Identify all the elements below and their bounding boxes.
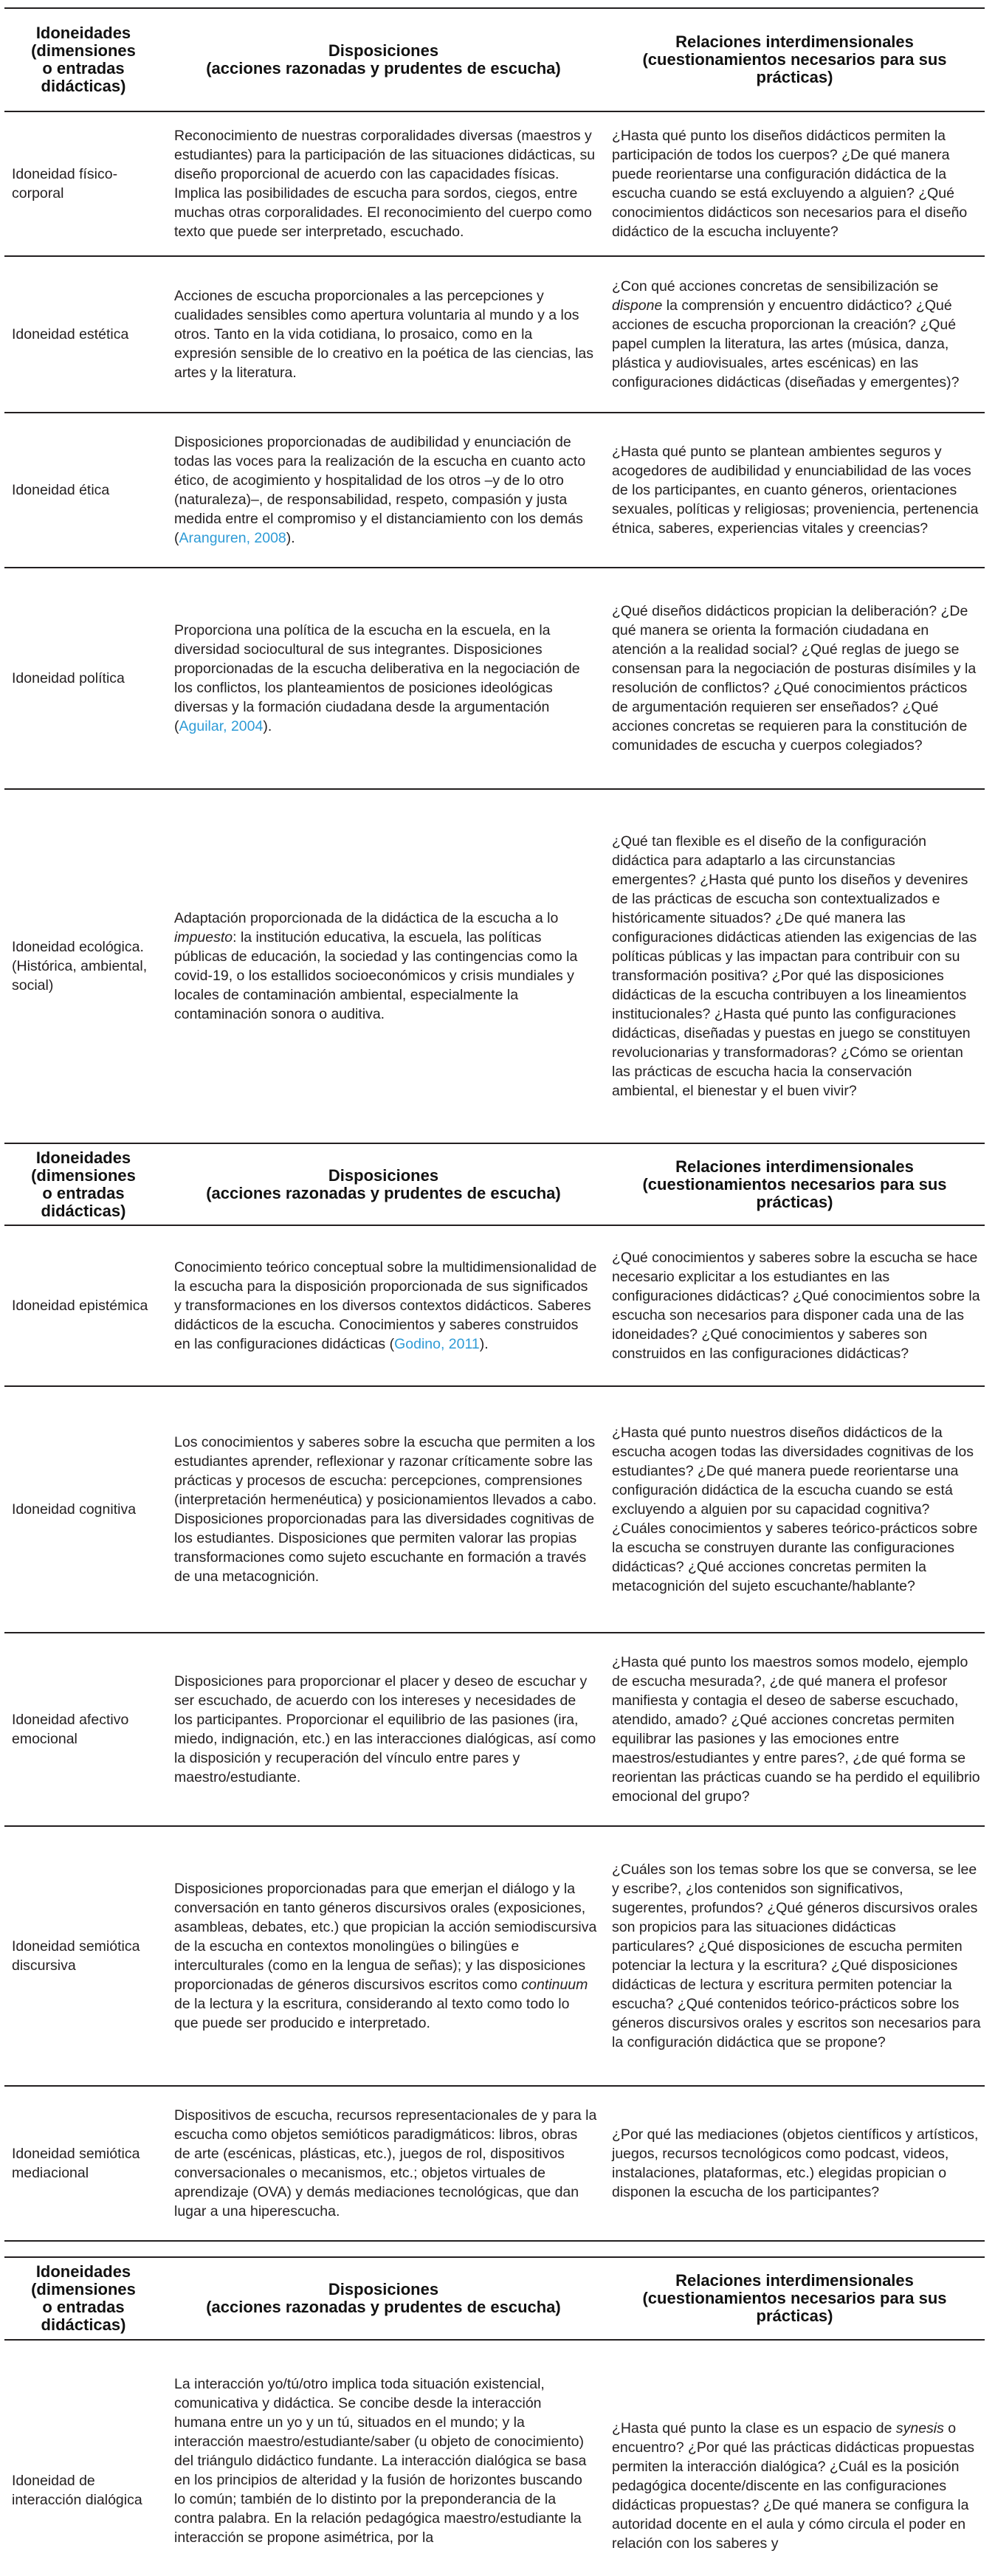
disposiciones-cell: Dispositivos de escucha, recursos representacionales de y para la escucha como objetos semióticos paradigmáticos: libros, obras de arte (escénicas, plásticas, etc.), juegos de rol, dispositivos conversacionales o mecanismos, etc.; objetos virtuales de aprendizaje (OVA) y demás mediaciones tecnológicas, que dan lugar a una hiperescucha. [174,2107,597,2219]
header-row [4,8,985,111]
table-row [4,1386,985,1633]
table-row [4,111,985,256]
relaciones-cell: ¿Hasta qué punto los diseños didácticos permiten la participación de todos los cuerpos? ¿De qué manera puede reorientarse una configuración didáctica de la escucha cuando se está excluyendo a alguien? ¿Qué conocimientos didácticos son necesarios para el diseño didáctico de la escucha incluyente? [612,128,968,240]
header-relaciones: Relaciones interdimensionales (cuestionamientos necesarios para sus prácticas) [642,2271,947,2325]
table-header [4,1144,985,1225]
header-idoneidades: Idoneidades (dimensiones o entradas didácticas) [31,2262,136,2334]
table-header [4,2257,985,2340]
relaciones-cell: ¿Con qué acciones concretas de sensibilización se dispone la comprensión y encuentro didáctico? ¿Qué acciones de escucha proporcionan la creación? ¿Qué papel cumplen la literatura, las artes (música, danza, plástica y audiovisuales, artes escénicas) en las configuraciones didácticas (diseñadas y emergentes)? [612,278,960,390]
citation-link[interactable]: Aguilar, 2004 [179,718,264,734]
header-row [4,1144,985,1225]
document-page [4,0,985,2576]
emphasis: dispone [612,297,663,314]
relaciones-cell: ¿Qué conocimientos y saberes sobre la escucha se hace necesario explicitar a los estudiantes en las configuraciones didácticas? ¿Qué conocimientos sobre la escucha son necesarios para disponer cada una de las idoneidades? ¿Qué conocimientos y saberes son construidos en las configuraciones didácticas? [612,1250,980,1362]
disposiciones-cell: Proporciona una política de la escucha en la escuela, en la diversidad sociocultural de sus integrantes. Disposiciones proporcionadas de la escucha deliberativa en la negociación de los conflictos, los planteamientos de posiciones ideológicas diversas y la formación ciudadana desde la argumentación (Aguilar, 2004). [174,622,580,734]
idoneidad-name: Idoneidad físico-corporal [12,166,118,202]
idoneidad-name: Idoneidad afectivo emocional [12,1712,129,1747]
idoneidad-name: Idoneidad política [12,670,125,686]
header-relaciones: Relaciones interdimensionales (cuestionamientos necesarios para sus prácticas) [642,32,947,86]
relaciones-cell: ¿Hasta qué punto la clase es un espacio de synesis o encuentro? ¿Por qué las prácticas didácticas propuestas permiten la interacción dialógica? ¿Cuál es la posición pedagógica docente/discente en las configuraciones didácticas propuestas? ¿De qué manera se configura la autoridad docente en el aula y cómo circula el poder en relación con los saberes y [612,2420,975,2552]
disposiciones-cell: Disposiciones proporcionadas para que emerjan el diálogo y la conversación en tanto géneros discursivos orales (exposiciones, asambleas, debates, etc.) que propician la acción semiodiscursiva de la escucha en contextos monolingües o bilingües e interculturales (como en la lengua de señas); y las disposiciones proporcionadas de géneros discursivos escritos como continuum de la lectura y la escritura, considerando al texto como todo lo que puede ser producido e interpretado. [174,1881,597,2031]
table-caption-fragment [4,0,985,7]
section-gap [4,2242,985,2256]
disposiciones-cell: Los conocimientos y saberes sobre la escucha que permiten a los estudiantes aprender, reflexionar y razonar críticamente sobre las prácticas y procesos de escucha: percepciones, comprensiones (interpretación hermenéutica) y posicionamientos llevados a cabo. Disposiciones proporcionadas para las diversidades cognitivas de los estudiantes. Disposiciones que permiten valorar las propias transformaciones como sujeto escuchante en formación a través de una metacognición. [174,1434,597,1585]
citation-link[interactable]: Aranguren, 2008 [179,530,286,546]
disposiciones-cell: Acciones de escucha proporcionales a las percepciones y cualidades sensibles como apertura voluntaria al mundo y a los otros. Tanto en la vida cotidiana, lo prosaico, como en la expresión sensible de lo creativo en la poética de las ciencias, las artes y la literatura. [174,288,593,381]
idoneidad-name: Idoneidad epistémica [12,1298,148,1314]
header-idoneidades: Idoneidades (dimensiones o entradas didácticas) [31,1148,136,1220]
table-row [4,1826,985,2086]
idoneidades-table-part-2 [4,1144,985,2242]
idoneidad-name: Idoneidad estética [12,326,129,342]
citation-link[interactable]: Godino, 2011 [394,1336,480,1352]
relaciones-cell: ¿Hasta qué punto se plantean ambientes seguros y acogedores de audibilidad y enunciabilidad de las voces de los participantes, en cuanto géneros, orientaciones sexuales, políticas y religiosas; proveniencia, pertenencia étnica, saberes, experiencias vitales y creencias? [612,444,979,537]
idoneidad-name: Idoneidad de interacción dialógica [12,2472,142,2508]
relaciones-cell: ¿Hasta qué punto nuestros diseños didácticos de la escucha acogen todas las diversidades cognitivas de los estudiantes? ¿De qué manera puede reorientarse una configuración didáctica de la escucha cuando se está excluyendo a alguien por su capacidad cognitiva? ¿Cuáles conocimientos y saberes teórico-prácticos sobre la escucha se construyen durante las configuraciones didácticas? ¿Qué acciones concretas permiten la metacognición del sujeto escuchante/hablante? [612,1425,978,1594]
relaciones-cell: ¿Cuáles son los temas sobre los que se conversa, se lee y escribe?, ¿los contenidos son significativos, sugerentes, profundos? ¿Qué géneros discursivos orales son propicios para las situaciones didácticas particulares? ¿Qué disposiciones de escucha permiten potenciar la lectura y la escritura? ¿Qué disposiciones didácticas de lectura y escritura permiten potenciar la escucha? ¿Qué contenidos teórico-prácticos sobre los géneros discursivos orales y escritos son necesarios para la configuración didáctica que se propone? [612,1862,981,2050]
relaciones-cell: ¿Por qué las mediaciones (objetos científicos y artísticos, juegos, recursos tecnológicos como podcast, videos, instalaciones, plataformas, etc.) elegidas propician o disponen la escucha de los participantes? [612,2126,979,2200]
table-row [4,256,985,413]
table-row [4,568,985,789]
idoneidad-name: Idoneidad ecológica. (Histórica, ambiental, social) [12,939,148,993]
header-row [4,2257,985,2340]
table-row [4,2340,985,2576]
relaciones-cell: ¿Qué diseños didácticos propician la deliberación? ¿De qué manera se orienta la formación ciudadana en atención a la realidad social? ¿Qué reglas de juego se consensan para la negociación de posturas disímiles y la resolución de conflictos? ¿Qué conocimientos prácticos de argumentación requieren ser enseñados? ¿Qué acciones concretas se requieren para la constitución de comunidades de escucha y cuerpos colegiados? [612,603,977,754]
disposiciones-cell: Disposiciones proporcionadas de audibilidad y enunciación de todas las voces para la realización de la escucha en cuanto acto ético, de acogimiento y hospitalidad de los otros –y de lo otro (naturaleza)–, de responsabilidad, respeto, compasión y justa medida entre el compromiso y el distanciamiento con los demás (Aranguren, 2008). [174,434,586,546]
header-disposiciones: Disposiciones (acciones razonadas y prudentes de escucha) [206,1165,561,1202]
disposiciones-cell: Adaptación proporcionada de la didáctica de la escucha a lo impuesto: la institución educativa, la escuela, las políticas públicas de educación, la sociedad y las contingencias como la covid-19, o los estallidos socioeconómicos y crisis mundiales y locales de contaminación ambiental, especialmente la contaminación sonora o auditiva. [174,910,578,1022]
header-relaciones: Relaciones interdimensionales (cuestionamientos necesarios para sus prácticas) [642,1157,947,1211]
table-row [4,413,985,568]
disposiciones-cell: Conocimiento teórico conceptual sobre la multidimensionalidad de la escucha para la disposición proporcionada de sus significados y transformaciones en los diversos contextos didácticos. Saberes didácticos de la escucha. Conocimientos y saberes construidos en las configuraciones didácticas (Godino, 2011). [174,1259,597,1352]
header-disposiciones: Disposiciones (acciones razonadas y prudentes de escucha) [206,41,561,78]
idoneidades-table-part-1 [4,7,985,1144]
emphasis: impuesto [174,929,233,946]
header-disposiciones: Disposiciones (acciones razonadas y prudentes de escucha) [206,2280,561,2316]
idoneidades-table-part-3 [4,2256,985,2576]
relaciones-cell: ¿Hasta qué punto los maestros somos modelo, ejemplo de escucha mesurada?, ¿de qué manera el profesor manifiesta y contagia el deseo de saberse escuchado, atendido, amado? ¿Qué acciones concretas permiten equilibrar las pasiones y las emociones entre maestros/estudiantes y entre pares?, ¿de qué forma se reorientan las prácticas cuando se ha perdido el equilibrio emocional del grupo? [612,1654,980,1805]
idoneidad-name: Idoneidad semiótica discursiva [12,1938,140,1974]
idoneidad-name: Idoneidad ética [12,482,110,498]
idoneidad-name: Idoneidad cognitiva [12,1501,137,1518]
emphasis: synesis [895,2420,944,2436]
table-row [4,1633,985,1826]
relaciones-cell: ¿Qué tan flexible es el diseño de la configuración didáctica para adaptarlo a las circunstancias emergentes? ¿Hasta qué punto los diseños y devenires de las prácticas de escucha son contextualizados e históricamente situados? ¿De qué manera las configuraciones didácticas atienden las exigencias de las políticas públicas y las impactan para contribuir con su transformación positiva? ¿Por qué las disposiciones didácticas de la escucha contribuyen a los lineamientos institucionales? ¿Hasta qué punto las configuraciones didácticas, diseñadas y puestas en juego se constituyen revolucionarias y transformadoras? ¿Cómo se orientan las prácticas de escucha hacia la conservación ambiental, el bienestar y el buen vivir? [612,833,977,1099]
idoneidad-name: Idoneidad semiótica mediacional [12,2146,140,2181]
emphasis: continuum [521,1977,588,1993]
table-row [4,2086,985,2241]
disposiciones-cell: Reconocimiento de nuestras corporalidades diversas (maestros y estudiantes) para la participación de las situaciones didácticas, su diseño proporcional de acuerdo con las capacidades físicas. Implica las posibilidades de escucha para sordos, ciegos, entre muchas otras corporalidades. El reconocimiento del cuerpo como texto que puede ser interpretado, escuchado. [174,128,596,240]
table-row [4,1225,985,1386]
disposiciones-cell: Disposiciones para proporcionar el placer y deseo de escuchar y ser escuchado, de acuerdo con los intereses y necesidades de los participantes. Proporcionar el equilibrio de las pasiones (ira, miedo, indignación, etc.) en las interacciones dialógicas, así como la disposición y recuperación del vínculo entre pares y maestro/estudiante. [174,1673,596,1785]
table-row [4,789,985,1143]
disposiciones-cell: La interacción yo/tú/otro implica toda situación existencial, comunicativa y didáctica. Se concibe desde la interacción humana entre un yo y un tú, situados en el mundo; y la interacción maestro/estudiante/saber (u objeto de conocimiento) del triángulo didáctico fundante. La interacción dialógica se basa en los principios de alteridad y la fusión de horizontes buscando lo común; también de lo distinto por la preponderancia de la contra palabra. En la relación pedagógica maestro/estudiante la interacción se propone asimétrica, por la [174,2375,587,2546]
table-header [4,8,985,111]
header-idoneidades: Idoneidades (dimensiones o entradas didácticas) [31,24,136,95]
